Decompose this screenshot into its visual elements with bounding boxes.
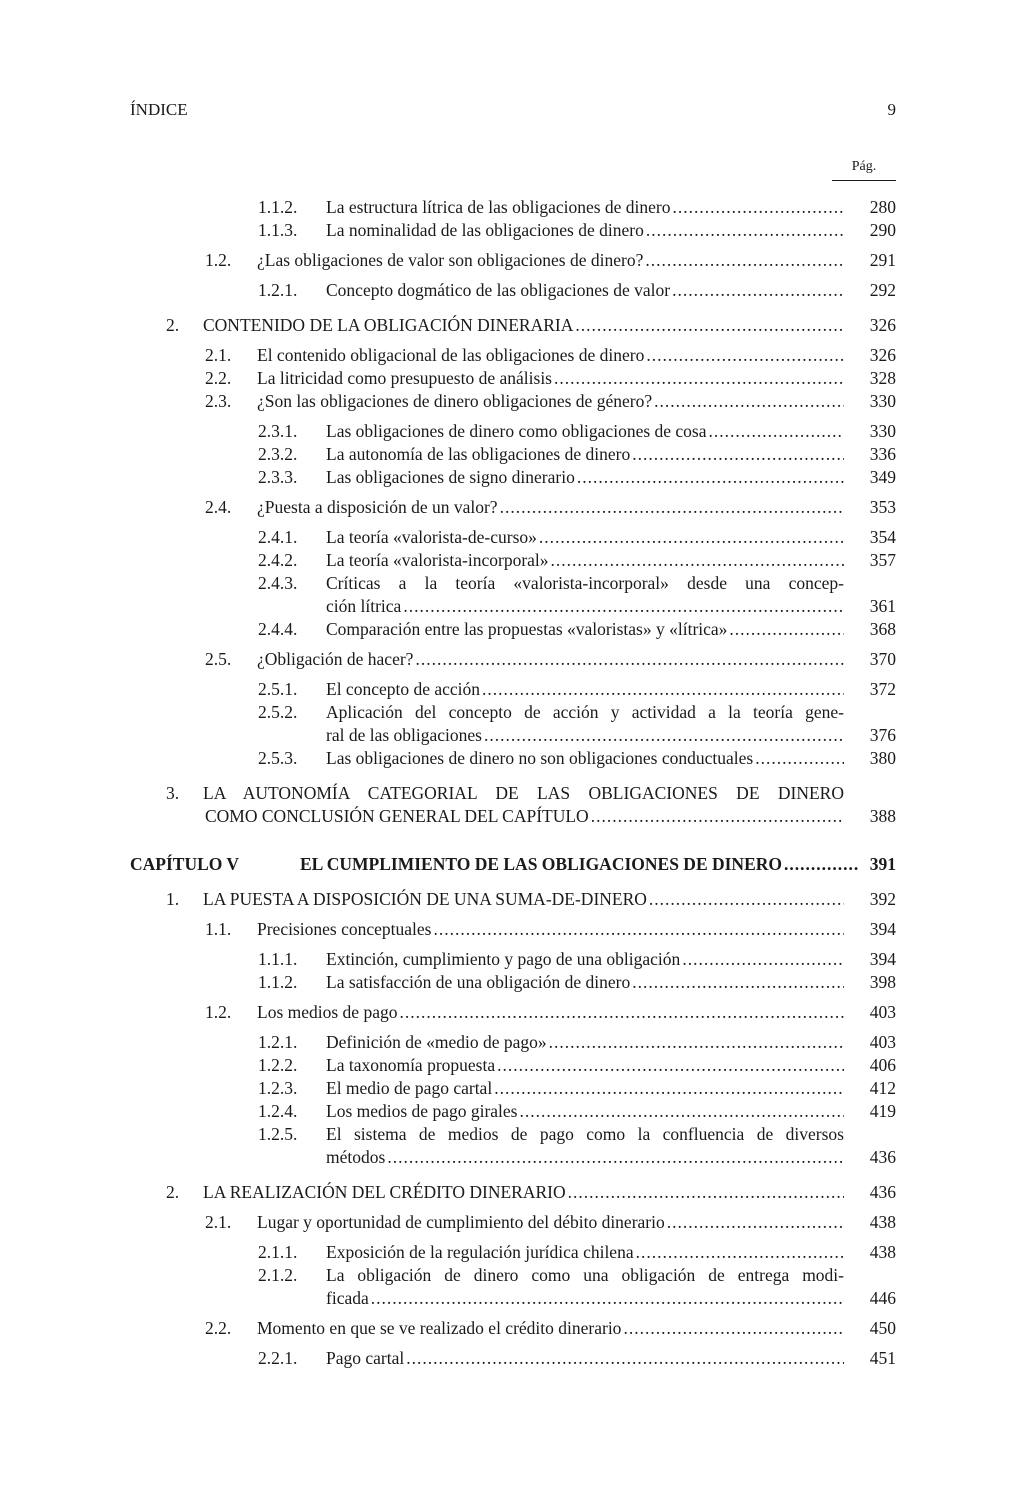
toc-entry-number: 2.1. bbox=[205, 345, 232, 365]
toc-entry bbox=[0, 572, 1024, 618]
toc-entry-title: LA AUTONOMÍA CATEGORIAL DE LAS OBLIGACIONES DE DINERO bbox=[203, 783, 844, 803]
toc-entry-title: Las obligaciones de signo dinerario bbox=[326, 467, 575, 487]
toc-entry-title: ¿Obligación de hacer? bbox=[257, 649, 414, 669]
toc-entry-number: 2. bbox=[166, 1182, 180, 1202]
toc-entry-title: métodos bbox=[326, 1147, 386, 1167]
dot-leader bbox=[371, 1287, 844, 1310]
toc-entry-number: 2.4.3. bbox=[258, 573, 298, 593]
dot-leader bbox=[575, 314, 844, 337]
toc-entry-title: Exposición de la regulación jurídica chilena bbox=[326, 1242, 634, 1262]
toc-entry-page: 392 bbox=[869, 889, 896, 909]
toc-entry bbox=[0, 948, 1024, 971]
toc-entry-page: 451 bbox=[869, 1348, 896, 1368]
toc-entry-number: 2.5.2. bbox=[258, 702, 298, 722]
toc-entry-page: 353 bbox=[869, 497, 896, 517]
toc-entry-number: 2.4.4. bbox=[258, 619, 298, 639]
toc-entry-number: 2.4. bbox=[205, 497, 232, 517]
toc-entry-title: El sistema de medios de pago como la confluencia de diversos bbox=[326, 1124, 844, 1144]
toc-entry-title: El contenido obligacional de las obligaciones de dinero bbox=[257, 345, 645, 365]
toc-entry-page: 419 bbox=[869, 1101, 896, 1121]
toc-entry bbox=[0, 1317, 1024, 1340]
toc-entry bbox=[0, 1264, 1024, 1310]
toc-entry-number: 1.2.1. bbox=[258, 1032, 298, 1052]
toc-entry-title: Concepto dogmático de las obligaciones de valor bbox=[326, 280, 671, 300]
toc-entry-title: CONTENIDO DE LA OBLIGACIÓN DINERARIA bbox=[203, 315, 574, 335]
toc-entry-number: 1.2.4. bbox=[258, 1101, 298, 1121]
dot-leader bbox=[549, 1031, 844, 1054]
dot-leader bbox=[554, 367, 844, 390]
toc-entry bbox=[0, 1347, 1024, 1370]
toc-entry-title: Los medios de pago bbox=[257, 1002, 398, 1022]
toc-entry-title: La obligación de dinero como una obligación de entrega modi- bbox=[326, 1265, 844, 1285]
toc-entry-title: Las obligaciones de dinero no son obligaciones conductuales bbox=[326, 748, 754, 768]
toc-entry-title: La litricidad como presupuesto de análisis bbox=[257, 368, 552, 388]
toc-entry-page: 446 bbox=[869, 1288, 896, 1308]
toc-entry-page: 391 bbox=[869, 854, 896, 874]
toc-entry bbox=[0, 1001, 1024, 1024]
dot-leader bbox=[568, 1181, 844, 1204]
dot-leader bbox=[551, 549, 844, 572]
toc-entry-title: LA PUESTA A DISPOSICIÓN DE UNA SUMA-DE-DINERO bbox=[203, 889, 647, 909]
dot-leader bbox=[673, 196, 844, 219]
toc-entry-page: 328 bbox=[869, 368, 896, 388]
toc-entry bbox=[0, 971, 1024, 994]
toc-entry bbox=[0, 782, 1024, 828]
dot-leader bbox=[646, 219, 844, 242]
toc-entry-page: 357 bbox=[869, 550, 896, 570]
dot-leader bbox=[500, 496, 844, 519]
toc-entry-page: 349 bbox=[869, 467, 896, 487]
dot-leader bbox=[494, 1077, 844, 1100]
toc-entry-number: 1.2.5. bbox=[258, 1124, 298, 1144]
toc-entry-page: 326 bbox=[869, 315, 896, 335]
toc-entry-page: 438 bbox=[869, 1212, 896, 1232]
toc-entry-number: 2.2.1. bbox=[258, 1348, 298, 1368]
dot-leader bbox=[667, 1211, 844, 1234]
toc-entry bbox=[0, 618, 1024, 641]
toc-entry bbox=[0, 701, 1024, 747]
page-column-label: Pág. bbox=[832, 158, 896, 181]
dot-leader bbox=[645, 249, 844, 272]
toc-entry-title: Definición de «medio de pago» bbox=[326, 1032, 547, 1052]
toc-entry-title: Los medios de pago girales bbox=[326, 1101, 518, 1121]
toc-entry bbox=[0, 1031, 1024, 1054]
toc-entry bbox=[0, 1054, 1024, 1077]
toc-entry bbox=[0, 888, 1024, 911]
dot-leader bbox=[519, 1100, 844, 1123]
dot-leader bbox=[649, 888, 844, 911]
dot-leader bbox=[623, 1317, 844, 1340]
toc-entry-title: La satisfacción de una obligación de dinero bbox=[326, 972, 631, 992]
toc-entry-title: Lugar y oportunidad de cumplimiento del débito dinerario bbox=[257, 1212, 665, 1232]
toc-entry-title: ¿Puesta a disposición de un valor? bbox=[257, 497, 498, 517]
running-header bbox=[130, 100, 896, 120]
toc-entry-title: El concepto de acción bbox=[326, 679, 481, 699]
dot-leader bbox=[784, 853, 860, 876]
dot-leader bbox=[591, 805, 844, 828]
toc-entry-page: 292 bbox=[869, 280, 896, 300]
toc-entry-page: 330 bbox=[869, 391, 896, 411]
toc-entry bbox=[0, 648, 1024, 671]
dot-leader bbox=[729, 618, 844, 641]
toc-entry-number: 1.2.3. bbox=[258, 1078, 298, 1098]
toc-entry-title: La autonomía de las obligaciones de dinero bbox=[326, 444, 631, 464]
toc-entry-title: Las obligaciones de dinero como obligaciones de cosa bbox=[326, 421, 707, 441]
toc-entry-page: 354 bbox=[869, 527, 896, 547]
dot-leader bbox=[682, 948, 844, 971]
toc-entry-page: 394 bbox=[869, 919, 896, 939]
toc-entry-title: Momento en que se ve realizado el crédito dinerario bbox=[257, 1318, 622, 1338]
toc-entry-title: Precisiones conceptuales bbox=[257, 919, 432, 939]
toc-entry-page: 326 bbox=[869, 345, 896, 365]
toc-entry bbox=[0, 1241, 1024, 1264]
toc-entry-page: 380 bbox=[869, 748, 896, 768]
toc-entry-number: 1.1.2. bbox=[258, 972, 298, 992]
toc-entry-page: 438 bbox=[869, 1242, 896, 1262]
toc-entry-title: Comparación entre las propuestas «valoristas» y «lítrica» bbox=[326, 619, 728, 639]
toc-entry bbox=[0, 314, 1024, 337]
toc-entry-page: 403 bbox=[869, 1032, 896, 1052]
toc-entry-page: 436 bbox=[869, 1182, 896, 1202]
toc-entry-page: 280 bbox=[869, 197, 896, 217]
toc-entry-number: 1.2.1. bbox=[258, 280, 298, 300]
dot-leader bbox=[399, 1001, 844, 1024]
toc-entry-number: 1.2. bbox=[205, 250, 232, 270]
toc-entry-number: 1.2.2. bbox=[258, 1055, 298, 1075]
dot-leader bbox=[406, 1347, 844, 1370]
toc-entry-title: ¿Las obligaciones de valor son obligaciones de dinero? bbox=[257, 250, 644, 270]
toc-entry bbox=[0, 853, 1024, 876]
toc-entry-title: La teoría «valorista-incorporal» bbox=[326, 550, 549, 570]
toc-entry-page: 450 bbox=[869, 1318, 896, 1338]
toc-entry bbox=[0, 249, 1024, 272]
toc-entry-number: 2.1.2. bbox=[258, 1265, 298, 1285]
toc-entry bbox=[0, 219, 1024, 242]
dot-leader bbox=[646, 344, 844, 367]
toc-entry-number: 2.3.3. bbox=[258, 467, 298, 487]
toc-entry-page: 290 bbox=[869, 220, 896, 240]
toc-entry-number: 3. bbox=[166, 783, 180, 803]
toc-entry bbox=[0, 549, 1024, 572]
table-of-contents bbox=[0, 196, 1024, 1370]
dot-leader bbox=[484, 724, 844, 747]
toc-entry-number: 2.2. bbox=[205, 368, 232, 388]
running-header-title: ÍNDICE bbox=[130, 100, 188, 119]
dot-leader bbox=[672, 279, 844, 302]
dot-leader bbox=[632, 443, 844, 466]
toc-entry-number: 2.3.2. bbox=[258, 444, 298, 464]
toc-entry-page: 361 bbox=[869, 596, 896, 616]
toc-entry-title: Críticas a la teoría «valorista-incorporal» desde una concep- bbox=[326, 573, 844, 593]
toc-entry-page: 372 bbox=[869, 679, 896, 699]
toc-entry-number: 2.3. bbox=[205, 391, 232, 411]
toc-entry bbox=[0, 1181, 1024, 1204]
page-number: 9 bbox=[887, 100, 896, 119]
toc-entry-page: 336 bbox=[869, 444, 896, 464]
toc-entry-number: 2.1.1. bbox=[258, 1242, 298, 1262]
toc-entry-title: ¿Son las obligaciones de dinero obligaciones de género? bbox=[257, 391, 653, 411]
toc-entry-number: 2.5.1. bbox=[258, 679, 298, 699]
toc-entry-page: 376 bbox=[869, 725, 896, 745]
toc-entry-page: 394 bbox=[869, 949, 896, 969]
toc-entry-title: Extinción, cumplimiento y pago de una obligación bbox=[326, 949, 681, 969]
toc-entry bbox=[0, 466, 1024, 489]
toc-entry-title: ficada bbox=[326, 1288, 369, 1308]
toc-entry bbox=[0, 367, 1024, 390]
toc-entry-page: 412 bbox=[869, 1078, 896, 1098]
dot-leader bbox=[497, 1054, 844, 1077]
toc-entry-page: 370 bbox=[869, 649, 896, 669]
toc-entry-title: COMO CONCLUSIÓN GENERAL DEL CAPÍTULO bbox=[205, 806, 589, 826]
dot-leader bbox=[387, 1146, 844, 1169]
toc-entry-page: 436 bbox=[869, 1147, 896, 1167]
toc-entry-title: La teoría «valorista-de-curso» bbox=[326, 527, 537, 547]
dot-leader bbox=[415, 648, 844, 671]
dot-leader bbox=[577, 466, 844, 489]
toc-entry-number: 2.5.3. bbox=[258, 748, 298, 768]
toc-entry-number: 1. bbox=[166, 889, 180, 909]
toc-entry-number: 1.1.2. bbox=[258, 197, 298, 217]
dot-leader bbox=[654, 390, 844, 413]
toc-entry bbox=[0, 443, 1024, 466]
toc-entry bbox=[0, 1211, 1024, 1234]
toc-entry bbox=[0, 196, 1024, 219]
dot-leader bbox=[539, 526, 844, 549]
toc-entry bbox=[0, 918, 1024, 941]
toc-entry bbox=[0, 678, 1024, 701]
toc-entry-number: 2.5. bbox=[205, 649, 232, 669]
toc-entry-number: 2.4.2. bbox=[258, 550, 298, 570]
toc-entry-title: La taxonomía propuesta bbox=[326, 1055, 496, 1075]
toc-entry-title: Aplicación del concepto de acción y actividad a la teoría gene- bbox=[326, 702, 844, 722]
toc-entry-page: 330 bbox=[869, 421, 896, 441]
toc-entry-title: Pago cartal bbox=[326, 1348, 405, 1368]
toc-entry-title: ción lítrica bbox=[326, 596, 402, 616]
toc-entry-number: 1.1. bbox=[205, 919, 232, 939]
toc-entry-number: CAPÍTULO V bbox=[130, 854, 240, 874]
toc-entry bbox=[0, 526, 1024, 549]
toc-entry-page: 388 bbox=[869, 806, 896, 826]
toc-entry-page: 398 bbox=[869, 972, 896, 992]
dot-leader bbox=[709, 420, 844, 443]
toc-entry-page: 291 bbox=[869, 250, 896, 270]
toc-entry bbox=[0, 747, 1024, 770]
dot-leader bbox=[755, 747, 844, 770]
toc-entry-number: 2.1. bbox=[205, 1212, 232, 1232]
toc-entry-number: 2.4.1. bbox=[258, 527, 298, 547]
toc-entry-number: 2. bbox=[166, 315, 180, 335]
toc-entry-page: 368 bbox=[869, 619, 896, 639]
toc-entry bbox=[0, 390, 1024, 413]
toc-entry-page: 406 bbox=[869, 1055, 896, 1075]
toc-entry-title: El medio de pago cartal bbox=[326, 1078, 493, 1098]
dot-leader bbox=[403, 595, 844, 618]
toc-entry-title: La nominalidad de las obligaciones de dinero bbox=[326, 220, 644, 240]
toc-entry-number: 1.2. bbox=[205, 1002, 232, 1022]
toc-entry-title: EL CUMPLIMIENTO DE LAS OBLIGACIONES DE DINERO bbox=[300, 854, 782, 874]
toc-entry bbox=[0, 1077, 1024, 1100]
toc-entry bbox=[0, 496, 1024, 519]
dot-leader bbox=[636, 1241, 844, 1264]
toc-entry-number: 1.1.1. bbox=[258, 949, 298, 969]
toc-entry bbox=[0, 1100, 1024, 1123]
toc-entry-title: LA REALIZACIÓN DEL CRÉDITO DINERARIO bbox=[203, 1182, 566, 1202]
toc-entry bbox=[0, 420, 1024, 443]
dot-leader bbox=[433, 918, 844, 941]
toc-entry-number: 1.1.3. bbox=[258, 220, 298, 240]
toc-entry bbox=[0, 1123, 1024, 1169]
dot-leader bbox=[632, 971, 844, 994]
toc-entry bbox=[0, 344, 1024, 367]
dot-leader bbox=[482, 678, 844, 701]
toc-entry-title: La estructura lítrica de las obligaciones de dinero bbox=[326, 197, 671, 217]
toc-entry-page: 403 bbox=[869, 1002, 896, 1022]
toc-entry bbox=[0, 279, 1024, 302]
toc-entry-title: ral de las obligaciones bbox=[326, 725, 482, 745]
toc-entry-number: 2.2. bbox=[205, 1318, 232, 1338]
toc-entry-number: 2.3.1. bbox=[258, 421, 298, 441]
